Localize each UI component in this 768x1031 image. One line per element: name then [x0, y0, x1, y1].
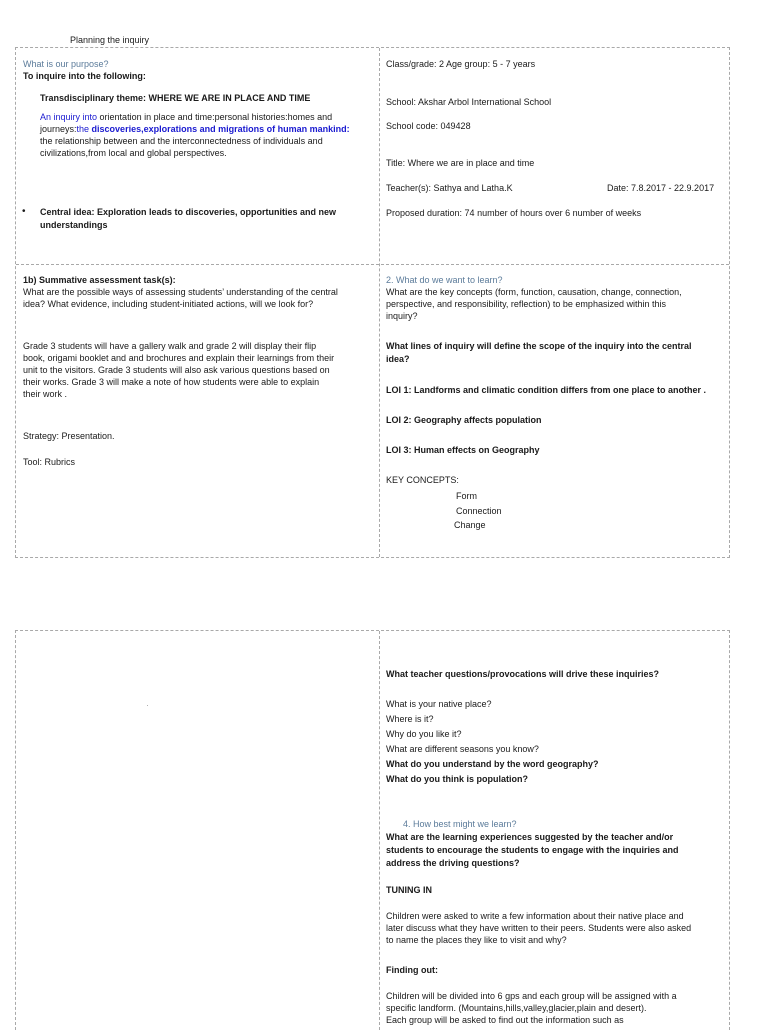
- question-item: What is your native place?: [386, 699, 492, 709]
- transdisciplinary-theme: Transdisciplinary theme: WHERE WE ARE IN PLACE AND TIME: [40, 93, 311, 103]
- central-idea-line-1: Central idea: Exploration leads to discoveries, opportunities and new: [40, 207, 337, 217]
- tuning-in-text-3: to name the places they like to visit and why?: [386, 935, 567, 945]
- assessment-heading: 1b) Summative assessment task(s):: [23, 275, 176, 285]
- how-heading: 4. How best might we learn?: [403, 819, 517, 829]
- purpose-cell: [16, 48, 379, 264]
- proposed-duration: Proposed duration: 74 number of hours over 6 number of weeks: [386, 208, 642, 218]
- learn-question-2: perspective, and responsibility, reflection) to be emphasized within this: [386, 299, 666, 309]
- assessment-text-2: book, origami booklet and and brochures and explain their learnings from their: [23, 353, 335, 363]
- learn-question-1: What are the key concepts (form, function, causation, change, connection,: [386, 287, 682, 297]
- loi-1: LOI 1: Landforms and climatic condition differs from one place to another .: [386, 385, 707, 395]
- school-code: School code: 049428: [386, 121, 471, 131]
- inquiry-cell: [379, 631, 729, 1031]
- theme-description-text: orientation in place and time:personal histories:homes and: [97, 112, 333, 122]
- bullet-icon: •: [22, 206, 26, 217]
- info-cell: [379, 48, 729, 264]
- question-item: Where is it?: [386, 714, 434, 724]
- theme-description-text: journeys:: [40, 124, 77, 134]
- assessment-text-5: their work .: [23, 389, 68, 399]
- how-question-1: What are the learning experiences suggested by the teacher and/or: [386, 832, 674, 842]
- loi-2: LOI 2: Geography affects population: [386, 415, 542, 425]
- theme-description-blue: An inquiry into: [40, 112, 98, 122]
- key-concept-connection: Connection: [456, 506, 502, 516]
- key-concept-form: Form: [456, 491, 477, 501]
- assessment-text-3: unit to the visitors. Grade 3 students will also ask various questions based on: [23, 365, 330, 375]
- how-question-3: address the driving questions?: [386, 858, 520, 868]
- purpose-subheading: To inquire into the following:: [23, 71, 146, 81]
- finding-out-text-2: specific landform. (Mountains,hills,valley,glacier,plain and desert).: [386, 1003, 647, 1013]
- planner-table-2: [15, 630, 730, 1030]
- tuning-in-text-1: Children were asked to write a few information about their native place and: [386, 911, 684, 921]
- assessment-cell: [16, 264, 379, 557]
- stray-mark: [147, 705, 148, 706]
- loi-question-1: What lines of inquiry will define the scope of the inquiry into the central: [386, 341, 692, 351]
- planner-table-1: [15, 47, 730, 558]
- finding-out-heading: Finding out:: [386, 965, 438, 975]
- class-grade: Class/grade: 2 Age group: 5 - 7 years: [386, 59, 536, 69]
- assessment-tool: Tool: Rubrics: [23, 457, 76, 467]
- theme-description-line-2: [40, 123, 350, 136]
- question-item: What do you understand by the word geography?: [386, 759, 599, 769]
- key-concepts-label: KEY CONCEPTS:: [386, 475, 459, 485]
- assessment-text-4: their works. Grade 3 will make a note of how students were able to explain: [23, 377, 320, 387]
- loi-3: LOI 3: Human effects on Geography: [386, 445, 540, 455]
- assessment-text-1: Grade 3 students will have a gallery walk and grade 2 will display their flip: [23, 341, 317, 351]
- question-item: Why do you like it?: [386, 729, 462, 739]
- central-idea-line-2: understandings: [40, 220, 108, 230]
- finding-out-text-3: Each group will be asked to find out the information such as: [386, 1015, 624, 1025]
- school-name: School: Akshar Arbol International School: [386, 97, 552, 107]
- assessment-question-1: What are the possible ways of assessing students’ understanding of the central: [23, 287, 338, 297]
- page-title: Planning the inquiry: [70, 35, 150, 45]
- date-range: Date: 7.8.2017 - 22.9.2017: [607, 183, 715, 193]
- theme-description-line-3: the relationship between and the interconnectedness of individuals and: [40, 136, 323, 146]
- tuning-in-text-2: later discuss what they have written to their peers. Students were also asked: [386, 923, 692, 933]
- questions-heading: What teacher questions/provocations will drive these inquiries?: [386, 669, 660, 679]
- assessment-question-2: idea? What evidence, including student-initiated actions, will we look for?: [23, 299, 314, 309]
- theme-description-line-1: [40, 111, 332, 124]
- question-item: What are different seasons you know?: [386, 744, 539, 754]
- assessment-strategy: Strategy: Presentation.: [23, 431, 115, 441]
- purpose-heading: What is our purpose?: [23, 59, 109, 69]
- learn-heading: 2. What do we want to learn?: [386, 275, 503, 285]
- unit-title: Title: Where we are in place and time: [386, 158, 535, 168]
- theme-description-blue-bold: discoveries,explorations and migrations of human mankind:: [91, 124, 350, 134]
- how-question-2: students to encourage the students to engage with the inquiries and: [386, 845, 679, 855]
- tuning-in-heading: TUNING IN: [386, 885, 432, 895]
- learn-cell: [379, 264, 729, 557]
- learn-question-3: inquiry?: [386, 311, 418, 321]
- key-concept-change: Change: [454, 520, 486, 530]
- loi-question-2: idea?: [386, 354, 410, 364]
- finding-out-text-1: Children will be divided into 6 gps and each group will be assigned with a: [386, 991, 677, 1001]
- theme-description-line-4: civilizations,from local and global perspectives.: [40, 148, 227, 158]
- theme-description-blue: the: [76, 124, 92, 134]
- teachers: Teacher(s): Sathya and Latha.K: [386, 183, 513, 193]
- question-item: What do you think is population?: [386, 774, 528, 784]
